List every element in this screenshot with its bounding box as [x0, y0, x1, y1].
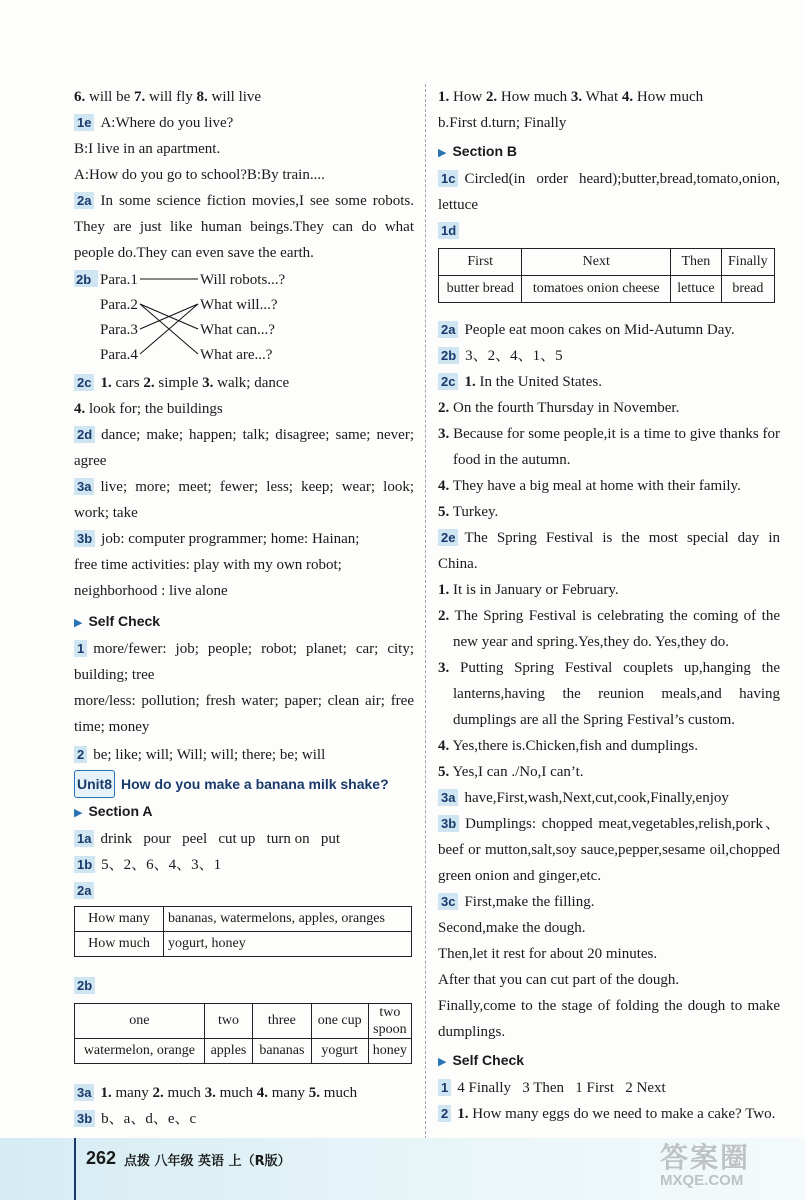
exercise-tag: 3a	[438, 789, 458, 806]
section-title: Section B	[452, 143, 518, 159]
answer-line	[438, 577, 780, 603]
answer: walk; dance	[213, 375, 290, 391]
answer: Yes,there is.Chicken,fish and dumplings.	[452, 738, 698, 754]
exercise-2c	[74, 370, 414, 396]
answer: more/fewer: job; people; robot; planet; car; city; building; tree	[74, 641, 414, 683]
num: 2.	[143, 375, 155, 391]
num: 8.	[196, 89, 208, 105]
num: 2.	[438, 400, 450, 416]
answer-line: Finally,come to the stage of folding the dough to make dumplings.	[438, 998, 780, 1040]
table-cell: bananas	[253, 1039, 311, 1064]
answer: drink pour peel cut up turn on put	[100, 831, 341, 847]
exercise-1b	[74, 852, 414, 878]
watermark	[660, 1136, 780, 1194]
exercise-tag: 2c	[438, 373, 458, 390]
exercise-3b	[74, 526, 414, 552]
table-header: Next	[522, 249, 671, 276]
answer: How many eggs do we need to make a cake? Two.	[468, 1106, 776, 1122]
self-check-2	[74, 742, 414, 768]
answer-line	[438, 421, 780, 473]
answer: First,make the filling.	[464, 894, 595, 910]
num: 4.	[438, 478, 450, 494]
answer: They have a big meal at home with their family.	[452, 478, 741, 494]
table-cell: bananas, watermelons, apples, oranges	[164, 907, 412, 932]
num: 3.	[204, 1085, 216, 1101]
table-cell: tomatoes onion cheese	[522, 276, 671, 303]
num: 1.	[100, 1085, 112, 1101]
para-label: Para.4	[100, 347, 138, 363]
answer: many	[111, 1085, 153, 1101]
num: 4.	[74, 401, 86, 417]
answer: In some science fiction movies,I see some robots. They are just like human beings.They can do what people do.They can even save the earth.	[74, 193, 414, 261]
answer: cars	[111, 375, 144, 391]
book-title: 点拨 八年级 英语 上（R版）	[124, 1154, 291, 1169]
num: 5.	[438, 764, 450, 780]
num: 4.	[256, 1085, 268, 1101]
section-title: Self Check	[88, 613, 161, 629]
answer: Circled(in order heard);butter,bread,tomato,onion, lettuce	[438, 171, 780, 213]
exercise-tag: 2a	[438, 321, 458, 338]
table-row	[75, 1004, 412, 1039]
section-title: Self Check	[452, 1052, 525, 1068]
answer: will fly	[145, 89, 197, 105]
answer: It is in January or February.	[453, 582, 619, 598]
answer: Putting Spring Festival couplets up,hanging the lanterns,having the reunion meals,and having dumplings are all the Spring Festival’s custom.	[453, 660, 780, 728]
answer: much	[215, 1085, 257, 1101]
exercise-3a	[74, 474, 414, 526]
answer-line	[438, 759, 780, 785]
answer-line: B:I live in an apartment.	[74, 141, 221, 157]
exercise-1c	[438, 166, 780, 218]
num: 1.	[438, 89, 450, 105]
table-header: one cup	[311, 1004, 368, 1039]
exercise-2a-label	[74, 878, 414, 904]
exercise-tag: 2b	[438, 347, 459, 364]
answer-line: b.First d.turn; Finally	[438, 115, 567, 131]
answer-line	[438, 395, 780, 421]
answer: How much	[497, 89, 571, 105]
answer-line	[74, 84, 414, 110]
answer: much	[320, 1085, 358, 1101]
self-check-2	[438, 1101, 780, 1127]
num: 2.	[152, 1085, 164, 1101]
answer: How much	[633, 89, 704, 105]
watermark-url: MXQE.COM	[660, 1172, 744, 1189]
title-label: What are...?	[200, 347, 273, 363]
exercise-tag: 2c	[74, 374, 94, 391]
section-heading	[438, 1047, 780, 1075]
num: 1.	[100, 375, 112, 391]
answer: much	[163, 1085, 205, 1101]
unit-heading	[74, 770, 414, 798]
table-header: Finally	[721, 249, 774, 276]
table-cell: How many	[75, 907, 164, 932]
answer-line: neighborhood : live alone	[74, 583, 228, 599]
exercise-tag: 1e	[74, 114, 94, 131]
table-header: Then	[671, 249, 722, 276]
watermark-logo: 答案圈	[660, 1142, 751, 1173]
table-row	[75, 1039, 412, 1064]
answer: job: computer programmer; home: Hainan;	[101, 531, 360, 547]
title-label: Will robots...?	[200, 272, 286, 288]
answer: How	[449, 89, 486, 105]
exercise-3a	[438, 785, 780, 811]
answer: Dumplings: chopped meat,vegetables,relish,pork、beef or mutton,salt,soy sauce,pepper,sesame oil,chopped green onion and ginger,etc.	[438, 816, 780, 884]
left-column	[74, 84, 414, 1132]
footer-bar	[74, 1138, 76, 1200]
page-number: 262	[86, 1148, 117, 1168]
table-cell: yogurt	[311, 1039, 368, 1064]
section-heading	[74, 798, 414, 826]
num: 3.	[570, 89, 583, 105]
answer-line: After that you can cut part of the dough.	[438, 972, 680, 988]
answer: In the United States.	[479, 374, 602, 390]
exercise-tag: 3b	[74, 1110, 95, 1127]
triangle-icon: ▶	[74, 617, 83, 629]
answer: look for; the buildings	[85, 401, 223, 417]
answer-line: free time activities: play with my own robot;	[74, 557, 342, 573]
answer-line: Then,let it rest for about 20 minutes.	[438, 946, 658, 962]
table-header: one	[75, 1004, 205, 1039]
exercise-2e	[438, 525, 780, 577]
exercise-tag: 2d	[74, 426, 95, 443]
exercise-tag: 2	[74, 746, 87, 763]
exercise-3c	[438, 889, 780, 915]
num: 4.	[438, 738, 450, 754]
triangle-icon: ▶	[438, 147, 447, 159]
table-cell: lettuce	[671, 276, 722, 303]
answer: 4 Finally 3 Then 1 First 2 Next	[457, 1080, 666, 1096]
title-label: What can...?	[200, 322, 275, 338]
right-column	[438, 84, 780, 1127]
answer-line: Second,make the dough.	[438, 920, 586, 936]
section-heading	[74, 608, 414, 636]
self-check-1	[438, 1075, 780, 1101]
num: 3.	[438, 426, 450, 442]
answer: be; like; will; Will; will; there; be; will	[93, 747, 326, 763]
table-row	[439, 249, 775, 276]
answer: many	[267, 1085, 309, 1101]
answer: Because for some people,it is a time to give thanks for food in the autumn.	[453, 426, 780, 468]
answer-line	[438, 84, 780, 110]
answer-line	[74, 396, 414, 422]
answer-line: more/less: pollution; fresh water; paper; clean air; free time; money	[74, 693, 414, 735]
table-2b	[74, 1003, 412, 1064]
num: 5.	[438, 504, 450, 520]
num: 2.	[438, 608, 450, 624]
answer: b、a、d、e、c	[101, 1111, 197, 1127]
answer: On the fourth Thursday in November.	[453, 400, 680, 416]
table-row	[75, 907, 412, 932]
table-cell: bread	[721, 276, 774, 303]
exercise-tag: 1	[438, 1079, 451, 1096]
table-row	[75, 932, 412, 957]
exercise-tag: 3b	[74, 530, 95, 547]
exercise-1e	[74, 110, 414, 136]
exercise-2c	[438, 369, 780, 395]
column-divider	[425, 84, 426, 1144]
unit-badge: Unit8	[74, 770, 115, 798]
answer-line	[438, 655, 780, 733]
exercise-tag: 3a	[74, 1084, 94, 1101]
num: 5.	[308, 1085, 321, 1101]
exercise-tag: 2b	[76, 272, 92, 287]
table-header: First	[439, 249, 522, 276]
exercise-2a	[438, 317, 780, 343]
table-cell: apples	[204, 1039, 252, 1064]
exercise-2b-label	[74, 973, 414, 999]
answer-line	[438, 473, 780, 499]
section-heading	[438, 138, 780, 166]
answer: Yes,I can ./No,I can’t.	[452, 764, 584, 780]
exercise-tag: 1a	[74, 830, 94, 847]
table-header: two	[204, 1004, 252, 1039]
answer: People eat moon cakes on Mid-Autumn Day.	[464, 322, 735, 338]
table-cell: butter bread	[439, 276, 522, 303]
num: 4.	[621, 89, 634, 105]
table-row	[439, 276, 775, 303]
exercise-tag: 3c	[438, 893, 458, 910]
para-label: Para.3	[100, 322, 138, 338]
title-label: What will...?	[200, 297, 278, 313]
num: 3.	[438, 660, 450, 676]
exercise-2b	[438, 343, 780, 369]
exercise-3a	[74, 1080, 414, 1106]
exercise-2a	[74, 188, 414, 266]
answer: simple	[154, 375, 203, 391]
exercise-tag: 1b	[74, 856, 95, 873]
answer: The Spring Festival is the most special day in China.	[438, 530, 780, 572]
exercise-2d	[74, 422, 414, 474]
table-2a	[74, 906, 412, 957]
table-1d	[438, 248, 775, 303]
answer: dance; make; happen; talk; disagree; same; never; agree	[74, 427, 414, 469]
answer-line	[438, 603, 780, 655]
table-cell: watermelon, orange	[75, 1039, 205, 1064]
num: 2.	[485, 89, 498, 105]
table-header: three	[253, 1004, 311, 1039]
num: 3.	[202, 375, 214, 391]
exercise-3b	[438, 811, 780, 889]
exercise-tag: 1	[74, 640, 87, 657]
exercise-tag: 2e	[438, 529, 458, 546]
num: 1.	[438, 582, 450, 598]
answer: live; more; meet; fewer; less; keep; wear; look; work; take	[74, 479, 414, 521]
num: 1.	[464, 374, 476, 390]
table-header: two spoon	[368, 1004, 411, 1039]
answer: The Spring Festival is celebrating the coming of the new year and spring.Yes,they do. Yes,they do.	[453, 608, 780, 650]
answer: 5、2、6、4、3、1	[101, 857, 222, 873]
exercise-3b	[74, 1106, 414, 1132]
exercise-1d-label	[438, 218, 780, 244]
answer: Turkey.	[452, 504, 499, 520]
para-label: Para.1	[100, 272, 138, 288]
exercise-tag: 2b	[74, 977, 95, 994]
num: 1.	[457, 1106, 469, 1122]
answer: What	[582, 89, 622, 105]
table-cell: honey	[368, 1039, 411, 1064]
answer: have,First,wash,Next,cut,cook,Finally,enjoy	[464, 790, 729, 806]
answer-line: A:How do you go to school?B:By train....	[74, 167, 325, 183]
num: 6.	[74, 89, 86, 105]
answer: will be	[85, 89, 134, 105]
table-cell: yogurt, honey	[164, 932, 412, 957]
unit-title: How do you make a banana milk shake?	[121, 776, 389, 792]
num: 7.	[134, 89, 146, 105]
exercise-tag: 2	[438, 1105, 451, 1122]
table-cell: How much	[75, 932, 164, 957]
answer: 3、2、4、1、5	[465, 348, 563, 364]
exercise-tag: 2a	[74, 882, 94, 899]
exercise-tag: 3b	[438, 815, 459, 832]
matching-exercise-2b	[74, 266, 414, 370]
exercise-tag: 3a	[74, 478, 94, 495]
exercise-tag: 1c	[438, 170, 458, 187]
para-label: Para.2	[100, 297, 138, 313]
triangle-icon: ▶	[438, 1056, 447, 1068]
answer-line	[438, 499, 780, 525]
exercise-tag: 1d	[438, 222, 459, 239]
matching-diagram	[74, 266, 414, 370]
answer: A:Where do you live?	[100, 115, 234, 131]
exercise-1a	[74, 826, 414, 852]
section-title: Section A	[88, 803, 153, 819]
answer-line	[438, 733, 780, 759]
triangle-icon: ▶	[74, 807, 83, 819]
self-check-1	[74, 636, 414, 688]
exercise-tag: 2a	[74, 192, 94, 209]
answer: will live	[207, 89, 262, 105]
